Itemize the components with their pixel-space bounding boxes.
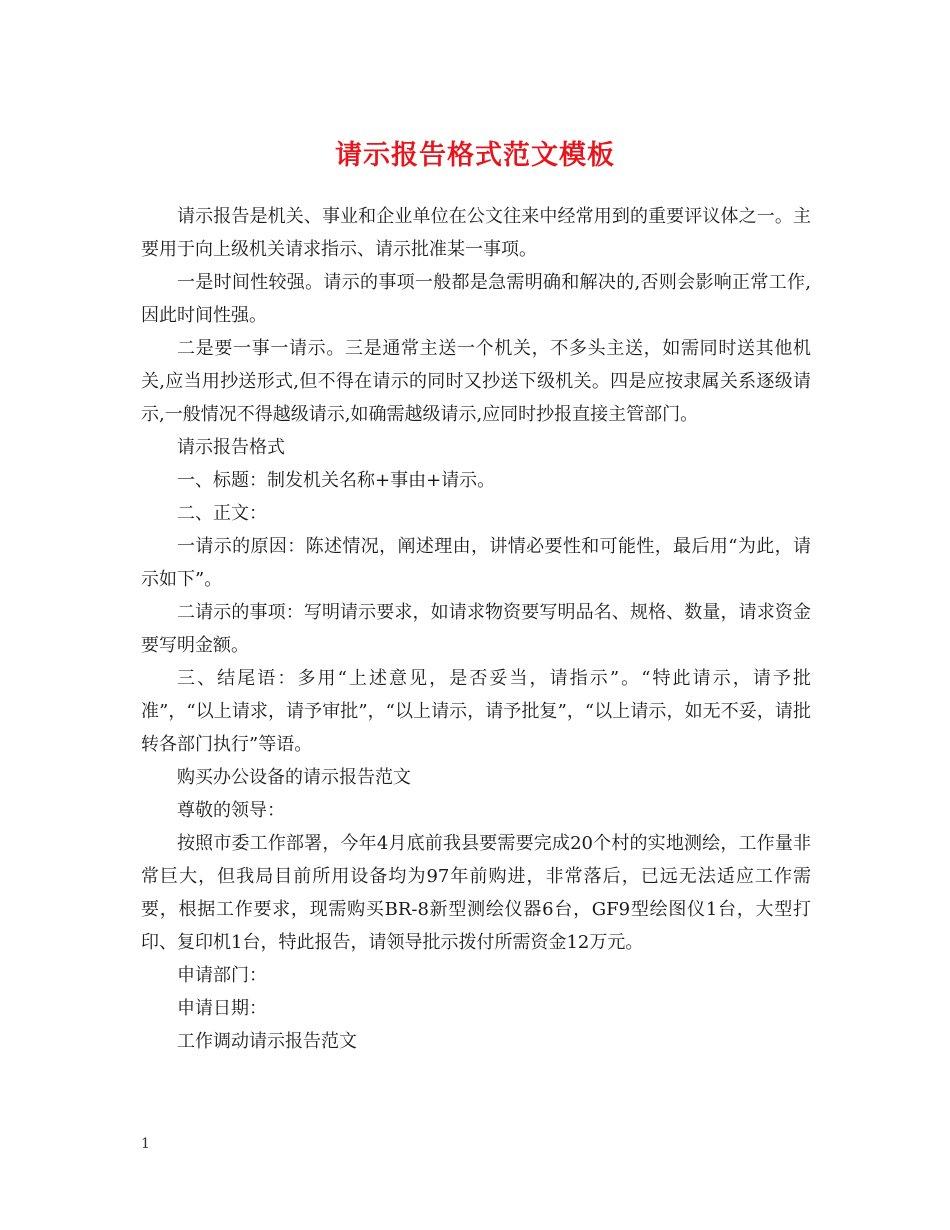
document-title: 请示报告格式范文模板 (335, 140, 615, 171)
paragraph-reason: 一请示的原因：陈述情况，阐述理由，讲情必要性和可能性，最后用“为此，请示如下”。 (141, 536, 811, 590)
page-number: 1 (141, 1136, 150, 1152)
section-heading-transfer: 工作调动请示报告范文 (177, 1031, 357, 1052)
section-heading-format: 请示报告格式 (177, 437, 285, 458)
section-heading-example: 购买办公设备的请示报告范文 (177, 767, 411, 788)
paragraph-title-rule: 一、标题：制发机关名称+事由+请示。 (177, 470, 496, 491)
paragraph-point-two: 二是要一事一请示。三是通常主送一个机关，不多头主送，如需同时送其他机关,应当用抄送形式,但不得在请示的同时又抄送下级机关。四是应按隶属关系逐级请示,一般情况不得越级请示,如确需越级请示,应同时抄报直接主管部门。 (141, 338, 811, 425)
salutation: 尊敬的领导： (177, 800, 285, 821)
paragraph-point-one: 一是时间性较强。请示的事项一般都是急需明确和解决的,否则会影响正常工作,因此时间性强。 (141, 272, 811, 326)
field-date: 申请日期： (177, 998, 267, 1019)
paragraph-matters: 二请示的事项：写明请示要求，如请求物资要写明品名、规格、数量，请求资金要写明金额。 (141, 602, 811, 656)
paragraph-body-heading: 二、正文： (177, 503, 267, 524)
paragraph-intro: 请示报告是机关、事业和企业单位在公文往来中经常用到的重要评议体之一。主要用于向上级机关请求指示、请示批准某一事项。 (141, 206, 811, 260)
document-body (141, 200, 811, 1058)
paragraph-request: 按照市委工作部署，今年4月底前我县要需要完成20个村的实地测绘，工作量非常巨大，但我局目前所用设备均为97年前购进，非常落后，已远无法适应工作需要，根据工作要求，现需购买BR-8新型测绘仪器6台，GF9型绘图仪1台，大型打印、复印机1台，特此报告，请领导批示拨付所需资金12万元。 (141, 833, 811, 953)
field-department: 申请部门： (177, 965, 267, 986)
paragraph-closing: 三、结尾语：多用“上述意见，是否妥当，请指示”。“特此请示，请予批准”，“以上请求，请予审批”，“以上请示，请予批复”，“以上请示，如无不妥，请批转各部门执行”等语。 (141, 668, 811, 755)
